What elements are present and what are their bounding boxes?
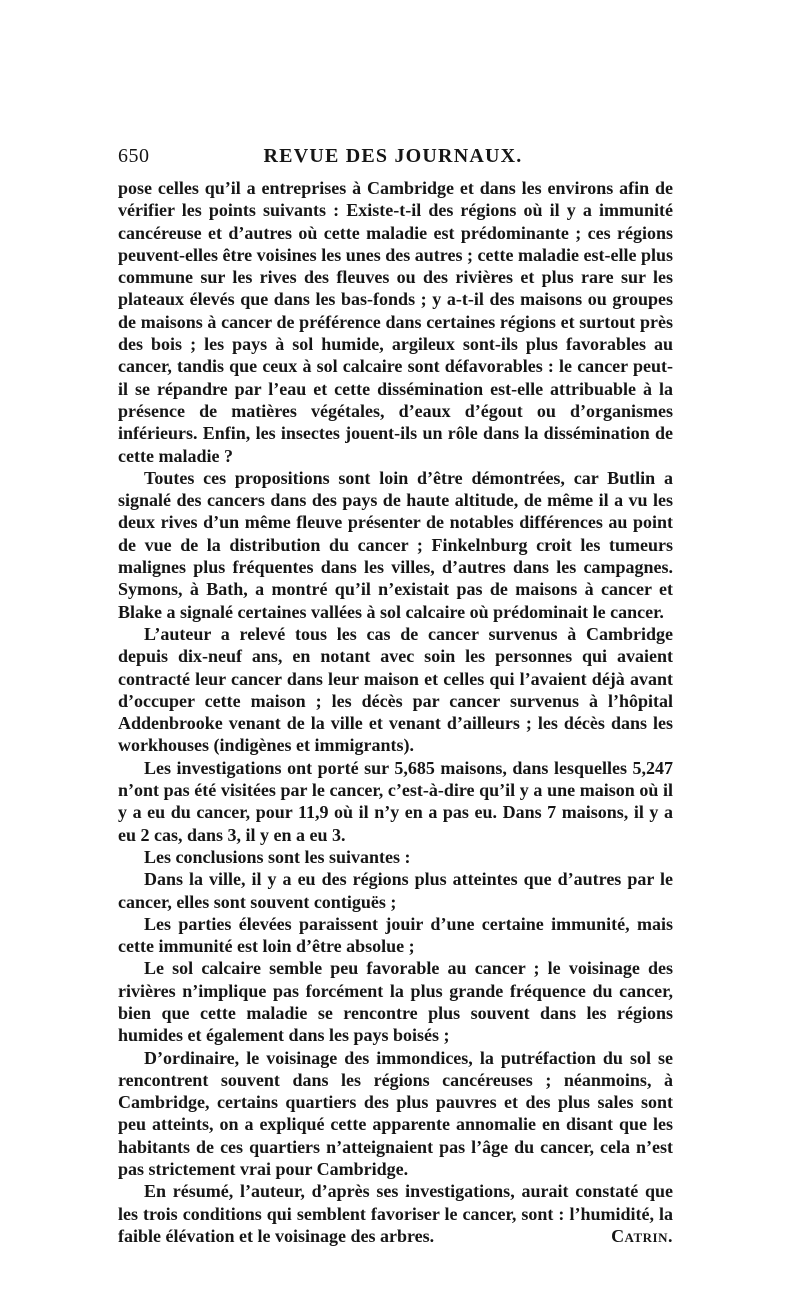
paragraph: Dans la ville, il y a eu des régions plus atteintes que d’autres par le cancer, elles sont souvent contiguës ; bbox=[118, 869, 673, 912]
paragraph: Toutes ces propositions sont loin d’être démontrées, car Butlin a signalé des cancers dans des pays de haute altitude, de même il a vu les deux rives d’un même fleuve présenter de notables différences au point de vue de la distribution du cancer ; Finkelnburg croit les tumeurs malignes plus fréquentes dans les villes, d’autres dans les campagnes. Symons, à Bath, a montré qu’il n’existait pas de maisons à cancer et Blake a signalé certaines vallées à sol calcaire où prédominait le cancer. bbox=[118, 467, 673, 622]
author-signature: Catrin. bbox=[611, 1226, 673, 1247]
paragraph: Les conclusions sont les suivantes : bbox=[144, 846, 411, 867]
article-body bbox=[118, 177, 673, 1248]
paragraph: Les parties élevées paraissent jouir d’une certaine immunité, mais cette immunité est loin d’être absolue ; bbox=[118, 913, 673, 957]
paragraph: D’ordinaire, le voisinage des immondices, la putréfaction du sol se rencontrent souvent dans les régions cancéreuses ; néanmoins, à Cambridge, certains quartiers des plus pauvres et des plus sales sont peu atteints, on a expliqué cette apparente annomalie en disant que les habitants de ces quartiers n’atteignaient pas l’âge du cancer, cela n’est pas strictement vrai pour Cambridge. bbox=[118, 1047, 673, 1180]
page-number: 650 bbox=[118, 145, 150, 167]
running-title: REVUE DES JOURNAUX. bbox=[263, 145, 523, 167]
paragraph: Le sol calcaire semble peu favorable au cancer ; le voisinage des rivières n’implique pas forcément la plus grande fréquence du cancer, bien que cette maladie se rencontre plus souvent dans les régions humides et également dans les pays boisés ; bbox=[118, 958, 673, 1046]
paragraph: L’auteur a relevé tous les cas de cancer survenus à Cambridge depuis dix-neuf ans, en notant avec soin les personnes qui avaient contracté leur cancer dans leur maison et celles qui l’avaient déjà avant d’occuper cette maison ; les décès par cancer survenus à l’hôpital Addenbrooke venant de la ville et venant d’ailleurs ; les décès dans les workhouses (indigènes et immigrants). bbox=[118, 623, 673, 756]
paragraph-summary: En résumé, l’auteur, d’après ses investigations, aurait constaté que les trois conditions qui semblent favoriser le cancer, sont : l’humidité, la faible élévation et le voisinage des arbres. bbox=[118, 1181, 673, 1246]
paragraph: Les investigations ont porté sur 5,685 maisons, dans lesquelles 5,247 n’ont pas été visitées par le cancer, c’est-à-dire qu’il y a une maison où il y a eu du cancer, pour 11,9 où il n’y en a pas eu. Dans 7 maisons, il y a eu 2 cas, dans 3, il y en a eu 3. bbox=[118, 757, 673, 845]
running-head bbox=[118, 145, 668, 171]
paragraph-continuation: pose celles qu’il a entreprises à Cambridge et dans les environs afin de vérifier les points suivants : Existe-t-il des régions où il y a immunité cancéreuse et d’autres où cette maladie est prédominante ; ces régions peuvent-elles être voisines les unes des autres ; cette maladie est-elle plus commune sur les rives des fleuves ou des rivières et plus rare sur les plateaux élevés que dans les bas-fonds ; y a-t-il des maisons ou groupes de maisons à cancer de préférence dans certaines régions et surtout près des bois ; les pays à sol humide, argileux sont-ils plus favorables au cancer, tandis que ceux à sol calcaire sont défavorables : le cancer peut-il se répandre par l’eau et cette dissémination est-elle attribuable à la présence de matières végétales, d’eaux d’égout ou d’organismes inférieurs. Enfin, les insectes jouent-ils un rôle dans la dissémination de cette maladie ? bbox=[118, 178, 673, 466]
